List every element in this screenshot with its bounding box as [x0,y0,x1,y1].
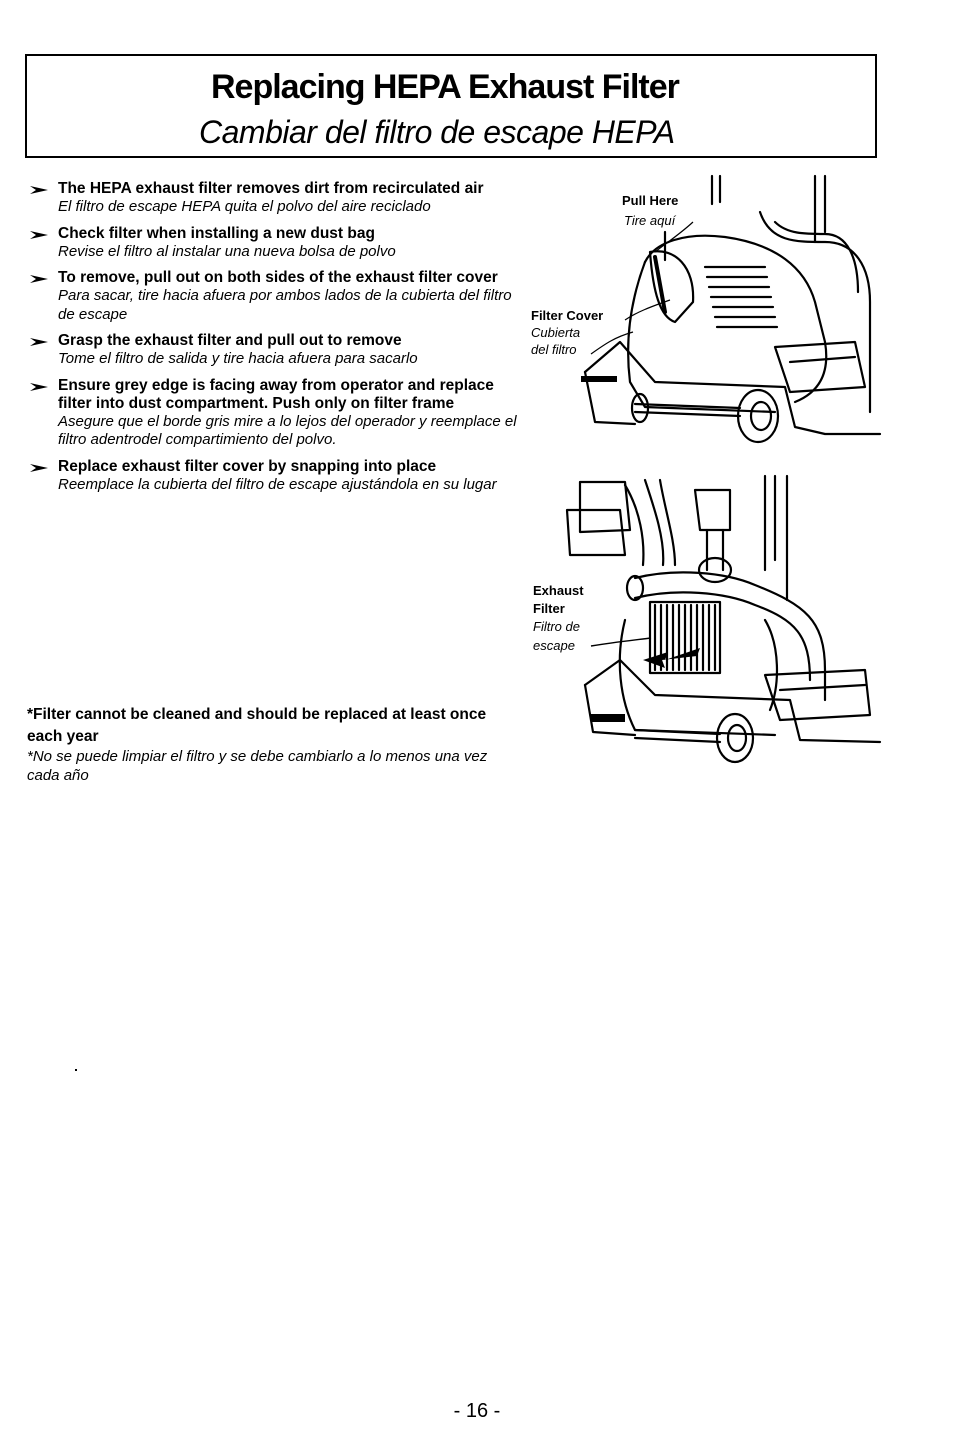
list-item [27,377,517,450]
list-item [27,269,517,324]
filter-cover-illustration [525,172,885,444]
step-text-es: El filtro de escape HEPA quita el polvo del aire reciclado [58,198,431,215]
instruction-list [27,180,517,502]
arrow-bullet-icon [30,464,48,472]
step-text-en: Grasp the exhaust filter and pull out to remove [58,332,402,349]
page-title-spanish: Cambiar del filtro de escape HEPA [199,114,675,150]
step-text-es: Asegure que el borde gris mire a lo lejos del operador y reemplace el filtro adentrodel compartimiento del polvo. [58,412,517,448]
step-text-en: Ensure grey edge is facing away from operator and replace filter into dust compartment. Push only on filter frame [58,376,494,412]
pull-here-label-spanish: Tire aquí [624,213,676,228]
exhaust-filter-label-2: Filter [533,601,565,616]
step-text-es: Tome el filtro de salida y tire hacia afuera para sacarlo [58,350,418,367]
note-text-en: *Filter cannot be cleaned and should be replaced at least once each year [27,706,487,745]
pull-here-label: Pull Here [622,193,679,208]
step-text-es: Revise el filtro al instalar una nueva bolsa de polvo [58,242,396,260]
exhaust-filter-label-1: Exhaust [533,583,584,598]
arrow-bullet-icon [30,338,48,346]
arrow-bullet-icon [30,186,48,194]
note-text-es: *No se puede limpiar el filtro y se debe cambiarlo a lo menos una vez cada año [27,748,488,784]
step-text-es: Reemplace la cubierta del filtro de escape ajustándola en su lugar [58,475,497,493]
step-text-en: The HEPA exhaust filter removes dirt from recirculated air [58,180,484,197]
step-text-en: Replace exhaust filter cover by snapping into place [58,457,437,475]
list-item [27,225,517,262]
exhaust-filter-illustration [525,470,885,770]
title-box [25,54,877,158]
filter-cover-label: Filter Cover [531,308,604,323]
exhaust-filter-label-spanish-1: Filtro de [533,619,580,634]
step-text-en: To remove, pull out on both sides of the exhaust filter cover [58,269,498,286]
list-item [27,332,517,369]
exhaust-filter-label-spanish-2: escape [533,638,575,653]
arrow-bullet-icon [30,275,48,283]
stray-mark [75,1069,77,1071]
page-title: Replacing HEPA Exhaust Filter [211,68,679,106]
filter-cover-label-spanish-2: del filtro [531,342,577,357]
replacement-note [27,704,507,785]
page-number: - 16 - [453,1400,501,1422]
arrow-bullet-icon [30,231,48,239]
list-item [27,458,517,495]
list-item [27,180,517,217]
arrow-bullet-icon [30,383,48,391]
step-text-es: Para sacar, tire hacia afuera por ambos lados de la cubierta del filtro de escape [58,287,512,323]
filter-cover-label-spanish-1: Cubierta [531,325,581,340]
step-text-en: Check filter when installing a new dust bag [58,224,375,242]
